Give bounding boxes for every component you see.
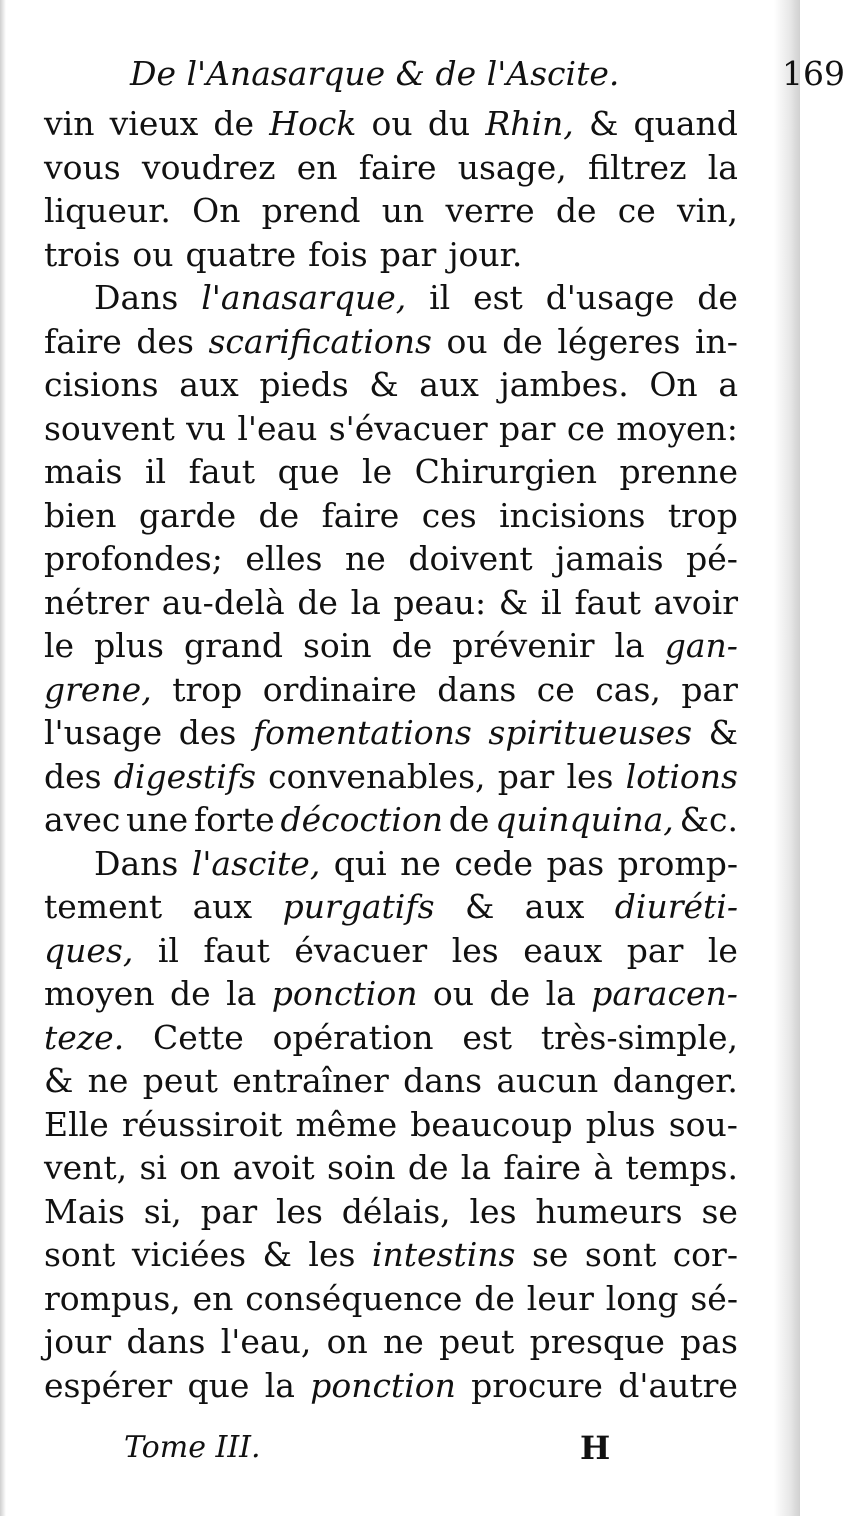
page-right-edge-shadow bbox=[774, 0, 800, 1516]
word: & bbox=[44, 1061, 74, 1100]
word: d'autre bbox=[618, 1365, 738, 1405]
word: se bbox=[531, 1235, 569, 1274]
word: liqueur. bbox=[44, 191, 171, 230]
word: ce bbox=[617, 191, 656, 230]
word: de bbox=[297, 582, 338, 622]
word: de bbox=[697, 278, 738, 317]
word: aux bbox=[192, 887, 253, 926]
text-line bbox=[44, 798, 738, 842]
word: sou- bbox=[668, 1104, 738, 1144]
word: humeurs bbox=[535, 1191, 683, 1231]
word: réussiroit bbox=[121, 1104, 283, 1144]
word: doivent bbox=[408, 539, 533, 578]
italic-word: teze. bbox=[44, 1017, 125, 1057]
word: un bbox=[381, 191, 425, 230]
word: & bbox=[262, 1235, 292, 1274]
word: fois bbox=[308, 234, 368, 274]
word: les bbox=[451, 930, 499, 970]
text-line bbox=[44, 320, 738, 364]
word: peut bbox=[439, 1322, 515, 1361]
running-head-title: De l'Anasarque & de l'Ascite. bbox=[130, 54, 620, 93]
word: quatre bbox=[185, 234, 297, 274]
word: grand bbox=[184, 626, 283, 665]
word: ces bbox=[421, 495, 477, 535]
word: de bbox=[489, 974, 531, 1013]
word: incisions bbox=[499, 495, 646, 535]
word: faire bbox=[358, 147, 437, 187]
text-line bbox=[44, 1146, 738, 1190]
word: le bbox=[362, 452, 393, 491]
word: très-simple, bbox=[540, 1017, 738, 1057]
word: vent, bbox=[44, 1148, 128, 1187]
word: de bbox=[555, 191, 597, 230]
word: nétrer bbox=[44, 582, 150, 622]
word: par bbox=[200, 1191, 258, 1231]
word: qui bbox=[333, 843, 387, 883]
word: de bbox=[407, 1148, 449, 1187]
word: l'eau, bbox=[220, 1322, 312, 1361]
word: avec bbox=[44, 800, 121, 839]
word: ne bbox=[345, 539, 386, 578]
word: est bbox=[462, 1017, 513, 1057]
word: ordinaire bbox=[262, 669, 417, 709]
word: faut bbox=[203, 930, 270, 970]
italic-word: purgatifs bbox=[282, 887, 435, 926]
word: jamais bbox=[555, 539, 664, 578]
word: en bbox=[192, 1278, 234, 1318]
word: est bbox=[473, 278, 523, 317]
word: une bbox=[126, 800, 189, 839]
word: Mais bbox=[44, 1191, 125, 1231]
word: par bbox=[497, 756, 555, 796]
word: du bbox=[427, 104, 471, 143]
text-line bbox=[44, 1277, 738, 1321]
word: vous bbox=[44, 147, 121, 187]
word: Dans bbox=[94, 278, 179, 317]
word: sont bbox=[44, 1235, 116, 1274]
word: Chirurgien bbox=[414, 452, 597, 491]
word: que bbox=[277, 452, 340, 491]
text-line bbox=[44, 885, 738, 929]
word: in- bbox=[694, 321, 738, 361]
word: ne bbox=[383, 1322, 424, 1361]
word: a bbox=[718, 365, 738, 404]
word: faut bbox=[574, 582, 641, 622]
word: prévenir bbox=[452, 626, 595, 665]
word: le bbox=[707, 930, 738, 970]
word: verre bbox=[445, 191, 535, 230]
word: plus bbox=[585, 1104, 656, 1144]
word: même bbox=[295, 1104, 398, 1144]
word: promp- bbox=[617, 843, 738, 883]
word: ne bbox=[400, 843, 441, 883]
word: dans bbox=[437, 669, 517, 709]
word: de bbox=[170, 974, 211, 1013]
word: il bbox=[145, 452, 167, 491]
word: évacuer bbox=[294, 930, 428, 970]
running-head bbox=[130, 50, 845, 98]
word: convenables, bbox=[268, 756, 486, 796]
word: vin bbox=[44, 104, 95, 143]
text-line bbox=[44, 407, 738, 451]
volume-signature: Tome III. bbox=[124, 1430, 261, 1465]
word: opération bbox=[272, 1017, 434, 1057]
word: dans bbox=[126, 1322, 206, 1361]
word: forte bbox=[194, 800, 275, 839]
word: aux bbox=[179, 365, 239, 404]
word: espérer bbox=[44, 1365, 173, 1405]
word: cede bbox=[454, 843, 534, 883]
word: vin, bbox=[677, 191, 738, 230]
word: cisions bbox=[44, 365, 159, 404]
word: mais bbox=[44, 452, 123, 491]
word: Cette bbox=[152, 1017, 244, 1057]
word: avoir bbox=[653, 582, 738, 622]
word: prend bbox=[261, 191, 361, 230]
word: il bbox=[157, 930, 179, 970]
word: vieux bbox=[109, 104, 199, 143]
body-text bbox=[44, 102, 738, 1407]
word: Dans bbox=[94, 843, 179, 883]
text-line bbox=[44, 1364, 738, 1408]
word: soin bbox=[326, 1148, 396, 1187]
word: on bbox=[326, 1322, 368, 1361]
word: délais, bbox=[341, 1191, 451, 1231]
word: souvent bbox=[44, 408, 175, 448]
word: pieds bbox=[259, 365, 349, 404]
word: des bbox=[44, 756, 102, 796]
italic-word: quinquina, bbox=[495, 800, 674, 839]
word: la bbox=[264, 1365, 295, 1405]
text-line bbox=[44, 233, 738, 277]
word: long bbox=[605, 1278, 679, 1318]
text-line bbox=[44, 1016, 738, 1060]
word: si, bbox=[143, 1191, 182, 1231]
word: l'eau bbox=[237, 408, 318, 448]
word: il bbox=[540, 582, 562, 622]
italic-word: scarifications bbox=[208, 321, 432, 361]
word: On bbox=[649, 365, 698, 404]
word: ne bbox=[87, 1061, 129, 1100]
word: des bbox=[178, 713, 237, 752]
word: de bbox=[448, 800, 490, 839]
word: & bbox=[588, 104, 619, 143]
italic-word: l'ascite, bbox=[191, 843, 321, 883]
word: ce bbox=[566, 408, 605, 448]
word: & bbox=[708, 713, 738, 752]
text-line bbox=[44, 624, 738, 668]
word: garde bbox=[138, 495, 237, 535]
word: filtrez bbox=[587, 147, 687, 187]
word: on bbox=[179, 1148, 221, 1187]
word: moyen: bbox=[616, 408, 738, 448]
word: jour bbox=[44, 1322, 112, 1361]
word: par bbox=[379, 234, 437, 274]
italic-word: ponction bbox=[271, 974, 418, 1013]
word: faire bbox=[44, 321, 122, 361]
word: eaux bbox=[523, 930, 603, 970]
italic-word: diuréti- bbox=[614, 887, 738, 926]
word: conséquence bbox=[245, 1278, 463, 1318]
word: Elle bbox=[44, 1104, 109, 1144]
word: de bbox=[258, 495, 300, 535]
italic-word: digestifs bbox=[113, 756, 256, 796]
word: aux bbox=[524, 887, 585, 926]
word: se bbox=[701, 1191, 738, 1231]
word: quand bbox=[633, 104, 738, 143]
word: &c. bbox=[679, 800, 738, 839]
word: les bbox=[469, 1191, 517, 1231]
word: de bbox=[213, 104, 255, 143]
word: leur bbox=[526, 1278, 594, 1318]
word: par bbox=[498, 408, 556, 448]
text-line bbox=[44, 363, 738, 407]
word: ou bbox=[371, 104, 413, 143]
italic-word: l'anasarque, bbox=[201, 278, 407, 317]
word: On bbox=[192, 191, 241, 230]
word: la bbox=[460, 1148, 492, 1187]
italic-word: décoction bbox=[280, 800, 443, 839]
word: légeres bbox=[557, 321, 681, 361]
text-line bbox=[44, 276, 738, 320]
page-number: 169 bbox=[782, 54, 845, 93]
text-line bbox=[44, 102, 738, 146]
text-line bbox=[44, 711, 738, 755]
italic-word: spiritueuses bbox=[488, 713, 693, 752]
word: de bbox=[474, 1278, 515, 1318]
text-line bbox=[44, 1320, 738, 1364]
word: ou bbox=[432, 974, 475, 1013]
text-line bbox=[44, 972, 738, 1016]
word: jour. bbox=[448, 234, 523, 274]
italic-word: ques, bbox=[44, 930, 134, 970]
italic-word: fomentations bbox=[252, 713, 472, 752]
word: de bbox=[502, 321, 543, 361]
word: soin bbox=[302, 626, 372, 665]
italic-word: gan- bbox=[664, 626, 738, 665]
word: la bbox=[350, 582, 381, 622]
text-line bbox=[44, 929, 738, 973]
word: la bbox=[614, 626, 645, 665]
word: les bbox=[308, 1235, 356, 1274]
word: procure bbox=[471, 1365, 603, 1405]
text-line bbox=[44, 668, 738, 712]
word: presque bbox=[529, 1322, 665, 1361]
word: ou bbox=[446, 321, 488, 361]
italic-word: intestins bbox=[371, 1235, 516, 1274]
word: à bbox=[593, 1148, 614, 1187]
word: en bbox=[296, 147, 338, 187]
word: avoit bbox=[232, 1148, 315, 1187]
word: voudrez bbox=[141, 147, 276, 187]
word: moyen bbox=[44, 974, 155, 1013]
word: ou bbox=[132, 234, 174, 274]
word: faut bbox=[188, 452, 256, 491]
word: par bbox=[626, 930, 684, 970]
word: la bbox=[226, 974, 257, 1013]
word: jambes. bbox=[499, 365, 629, 404]
text-line bbox=[44, 755, 738, 799]
word: cor- bbox=[672, 1235, 738, 1274]
word: & bbox=[464, 887, 495, 926]
text-line bbox=[44, 537, 738, 581]
word: trop bbox=[667, 495, 738, 535]
word: pé- bbox=[686, 539, 738, 578]
italic-word: lotions bbox=[625, 756, 738, 796]
word: elles bbox=[245, 539, 323, 578]
word: s'évacuer bbox=[328, 408, 488, 448]
word: beaucoup bbox=[410, 1104, 573, 1144]
text-line bbox=[44, 581, 738, 625]
word: faire bbox=[321, 495, 400, 535]
word: entraîner bbox=[232, 1061, 389, 1100]
word: que bbox=[187, 1365, 250, 1405]
word: temps. bbox=[625, 1148, 738, 1187]
word: sont bbox=[584, 1235, 657, 1274]
text-line bbox=[44, 842, 738, 886]
text-line bbox=[44, 494, 738, 538]
italic-word: paracen- bbox=[591, 974, 738, 1013]
word: viciées bbox=[131, 1235, 247, 1274]
word: cas, bbox=[595, 669, 661, 709]
word: de bbox=[391, 626, 433, 665]
word: les bbox=[566, 756, 614, 796]
word: peut bbox=[142, 1061, 218, 1100]
word: par bbox=[681, 669, 738, 709]
text-line bbox=[44, 1103, 738, 1147]
word: rompus, bbox=[44, 1278, 181, 1318]
text-line bbox=[44, 450, 738, 494]
gathering-signature: H bbox=[580, 1429, 611, 1467]
word: si bbox=[139, 1148, 167, 1187]
word: la bbox=[545, 974, 576, 1013]
word: le bbox=[44, 626, 75, 665]
word: faire bbox=[503, 1148, 582, 1187]
word: aucun bbox=[496, 1061, 599, 1100]
word: sé- bbox=[690, 1278, 738, 1318]
word: pas bbox=[546, 843, 605, 883]
text-line bbox=[44, 1233, 738, 1277]
word: danger. bbox=[612, 1061, 738, 1100]
word: il bbox=[429, 278, 451, 317]
word: profondes; bbox=[44, 539, 223, 578]
word: & bbox=[369, 365, 399, 404]
page-left-edge-shadow bbox=[0, 0, 6, 1516]
italic-word: Hock bbox=[269, 104, 357, 143]
word: usage, bbox=[457, 147, 567, 187]
word: plus bbox=[94, 626, 164, 665]
word: & bbox=[498, 582, 529, 622]
word: tement bbox=[44, 887, 163, 926]
word: vu bbox=[186, 408, 226, 448]
word: dans bbox=[403, 1061, 483, 1100]
word: l'usage bbox=[44, 713, 163, 752]
text-line bbox=[44, 189, 738, 233]
word: trop bbox=[172, 669, 243, 709]
word: trois bbox=[44, 234, 121, 274]
word: bien bbox=[44, 495, 117, 535]
word: des bbox=[136, 321, 194, 361]
text-line bbox=[44, 146, 738, 190]
word: aux bbox=[419, 365, 479, 404]
word: d'usage bbox=[545, 278, 675, 317]
word: au-delà bbox=[161, 582, 285, 622]
word: pas bbox=[680, 1322, 738, 1361]
word: prenne bbox=[619, 452, 738, 491]
italic-word: grene, bbox=[44, 669, 152, 709]
word: les bbox=[275, 1191, 323, 1231]
word: ce bbox=[536, 669, 575, 709]
text-line bbox=[44, 1190, 738, 1234]
italic-word: ponction bbox=[310, 1365, 456, 1405]
text-line bbox=[44, 1059, 738, 1103]
word: peau: bbox=[393, 582, 487, 622]
page-footer bbox=[0, 1426, 800, 1470]
word: la bbox=[707, 147, 738, 187]
italic-word: Rhin, bbox=[485, 104, 574, 143]
